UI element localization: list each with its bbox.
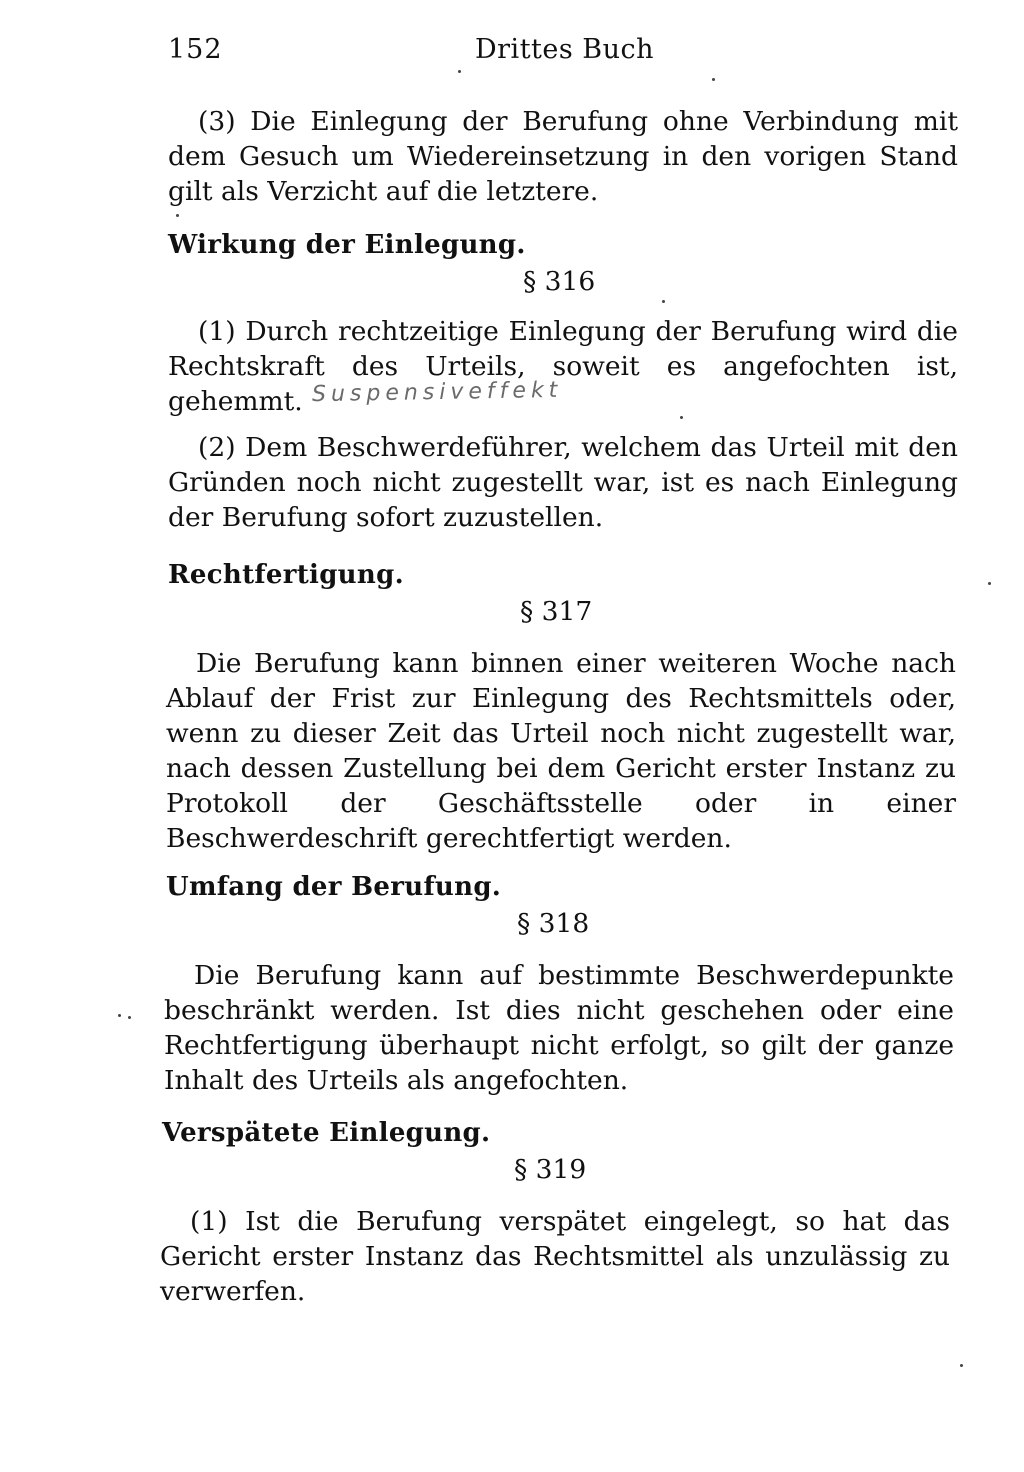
paragraph-318: Die Berufung kann auf bestimmte Beschwerdepunkte beschränkt werden. Ist dies nicht geschehen oder eine Rechtfertigung überhaupt nicht erfolgt, so gilt der ganze Inhalt des Urteils als angefochten. xyxy=(164,960,954,1096)
scan-speck xyxy=(128,1016,131,1019)
scan-speck xyxy=(458,70,461,73)
paragraph-319-1: (1) Ist die Berufung verspätet eingelegt, so hat das Gericht erster Instanz das Rechtsmittel als unzulässig zu verwerfen. xyxy=(160,1206,950,1307)
paragraph-316-2: (2) Dem Beschwerdeführer, welchem das Urteil mit den Gründen noch nicht zugestellt war, ist es nach Einlegung der Berufung sofort zuzustellen. xyxy=(168,432,958,533)
paragraph-315-3: (3) Die Einlegung der Berufung ohne Verbindung mit dem Gesuch um Wiedereinsetzung in den vorigen Stand gilt als Verzicht auf die letztere. xyxy=(168,106,958,207)
heading-319: Verspätete Einlegung. xyxy=(162,1118,491,1148)
scan-speck xyxy=(662,300,665,303)
heading-316: Wirkung der Einlegung. xyxy=(168,230,526,260)
scan-speck xyxy=(988,582,991,585)
paragraph-317: Die Berufung kann binnen einer weiteren Woche nach Ablauf der Frist zur Einlegung des Rechtsmittels oder, wenn zu dieser Zeit das Urteil noch nicht zugestellt war, nach dessen Zustellung bei dem Gericht erster Instanz zu Protokoll der Geschäftsstelle oder in einer Beschwerdeschrift gerechtfertigt werden. xyxy=(166,648,956,854)
section-317: § 317 xyxy=(520,596,593,627)
paragraph-316-1: (1) Durch rechtzeitige Einlegung der Berufung wird die Rechtskraft des Urteils, soweit es angefochten ist, gehemmt. xyxy=(168,316,958,417)
scan-speck xyxy=(712,78,715,81)
scan-speck xyxy=(118,1014,121,1017)
heading-317: Rechtfertigung. xyxy=(168,560,404,590)
running-head: Drittes Buch xyxy=(475,34,655,65)
scan-speck xyxy=(176,214,179,217)
section-316: § 316 xyxy=(523,266,596,297)
section-318: § 318 xyxy=(517,908,590,939)
scan-speck xyxy=(960,1364,963,1367)
page-number: 152 xyxy=(168,34,223,65)
section-319: § 319 xyxy=(514,1154,587,1185)
handwritten-annotation: Suspensiveffekt xyxy=(311,377,563,408)
heading-318: Umfang der Berufung. xyxy=(166,872,502,902)
scan-speck xyxy=(680,416,683,419)
